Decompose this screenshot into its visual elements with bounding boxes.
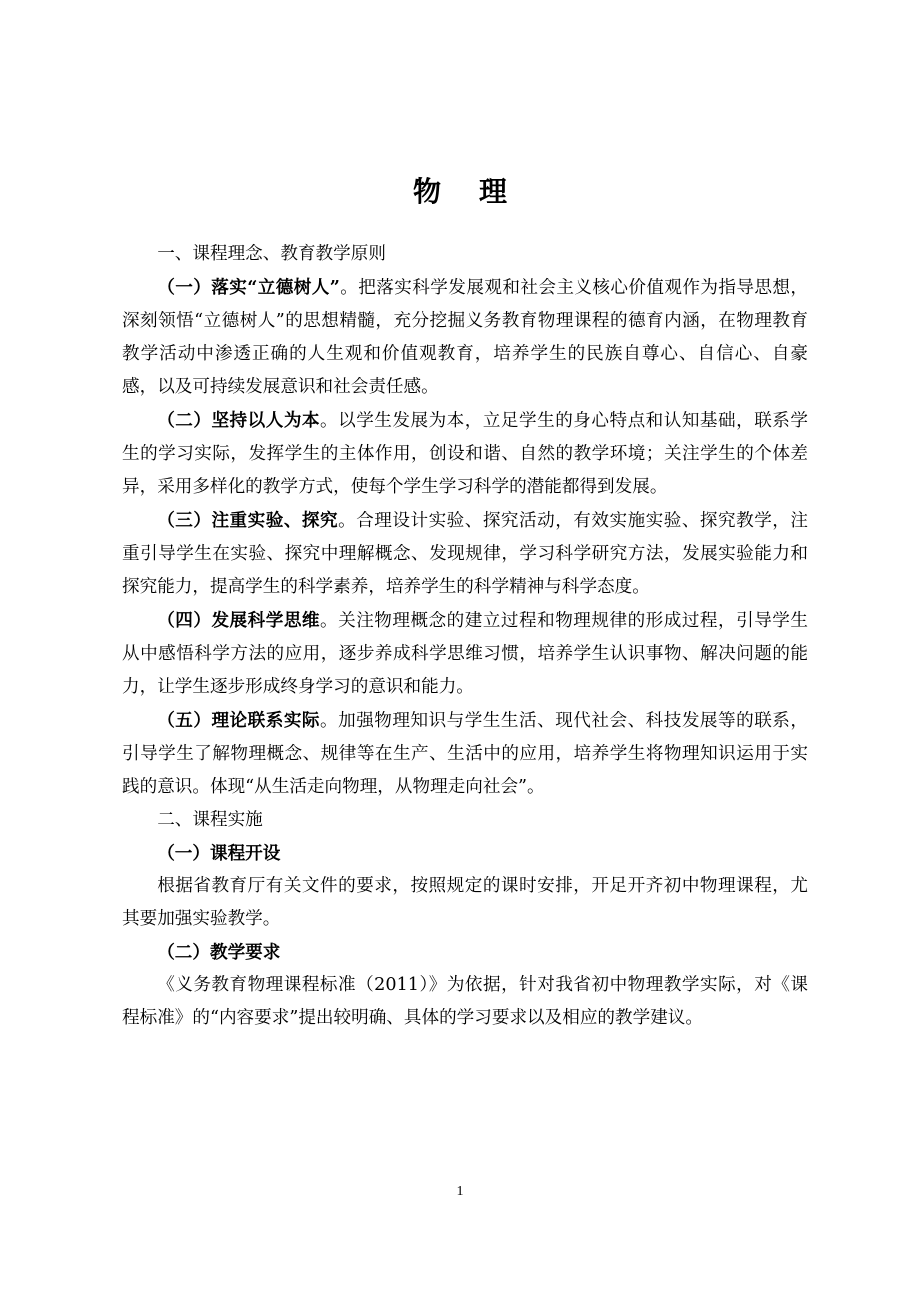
page-number: 1 xyxy=(456,1184,464,1199)
principle-paragraph-1 xyxy=(122,271,808,404)
principle-paragraph-2 xyxy=(122,404,808,504)
subsection-body-2: 《义务教育物理课程标准（2011）》为依据，针对我省初中物理教学实际，对《课程标准》的“内容要求”提出较明确、具体的学习要求以及相应的教学建议。 xyxy=(122,975,808,1028)
principle-lead-1: （一）落实“立德树人” xyxy=(157,277,340,298)
page-title-char-2: 理 xyxy=(479,175,508,208)
subsection-heading-2: （二）教学要求 xyxy=(157,942,281,963)
principle-lead-2: （二）坚持以人为本 xyxy=(157,410,321,431)
page-title-char-1: 物 xyxy=(412,175,441,208)
principle-body-1: 。把落实科学发展观和社会主义核心价值观作为指导思想，深刻领悟“立德树人”的思想精髓，充分挖掘义务教育物理课程的德育内涵，在物理教育教学活动中渗透正确的人生观和价值观教育，培养学生的民族自尊心、自信心、自豪感，以及可持续发展意识和社会责任感。 xyxy=(122,278,808,397)
principle-body-4: 。关注物理概念的建立过程和物理规律的形成过程，引导学生从中感悟科学方法的应用，逐步养成科学思维习惯，培养学生认识事物、解决问题的能力，让学生逐步形成终身学习的意识和能力。 xyxy=(122,611,808,697)
principle-paragraph-4 xyxy=(122,604,808,704)
principle-lead-4: （四）发展科学思维 xyxy=(157,610,321,631)
principle-lead-5: （五）理论联系实际 xyxy=(157,710,321,731)
principle-paragraph-3 xyxy=(122,504,808,604)
section-heading-2: 二、课程实施 xyxy=(157,810,263,830)
section-heading-1: 一、课程理念、教育教学原则 xyxy=(157,244,386,264)
subsection-body-1: 根据省教育厅有关文件的要求，按照规定的课时安排，开足开齐初中物理课程，尤其要加强实验教学。 xyxy=(122,876,808,929)
principle-body-3: 。合理设计实验、探究活动，有效实施实验、探究教学，注重引导学生在实验、探究中理解概念、发现规律，学习科学研究方法，发展实验能力和探究能力，提高学生的科学素养，培养学生的科学精神与科学态度。 xyxy=(122,511,808,597)
document-body xyxy=(122,238,808,1035)
subsection-heading-1: （一）课程开设 xyxy=(157,843,281,864)
principle-lead-3: （三）注重实验、探究 xyxy=(157,510,339,531)
principle-paragraph-5 xyxy=(122,704,808,804)
principle-body-2: 。以学生发展为本，立足学生的身心特点和认知基础，联系学生的学习实际，发挥学生的主体作用，创设和谐、自然的教学环境；关注学生的个体差异，采用多样化的教学方式，使每个学生学习科学的潜能都得到发展。 xyxy=(122,411,808,497)
principle-body-5: 。加强物理知识与学生生活、现代社会、科技发展等的联系，引导学生了解物理概念、规律等在生产、生活中的应用，培养学生将物理知识运用于实践的意识。体现“从生活走向物理，从物理走向社会”。 xyxy=(122,711,808,797)
page-title xyxy=(0,170,920,214)
